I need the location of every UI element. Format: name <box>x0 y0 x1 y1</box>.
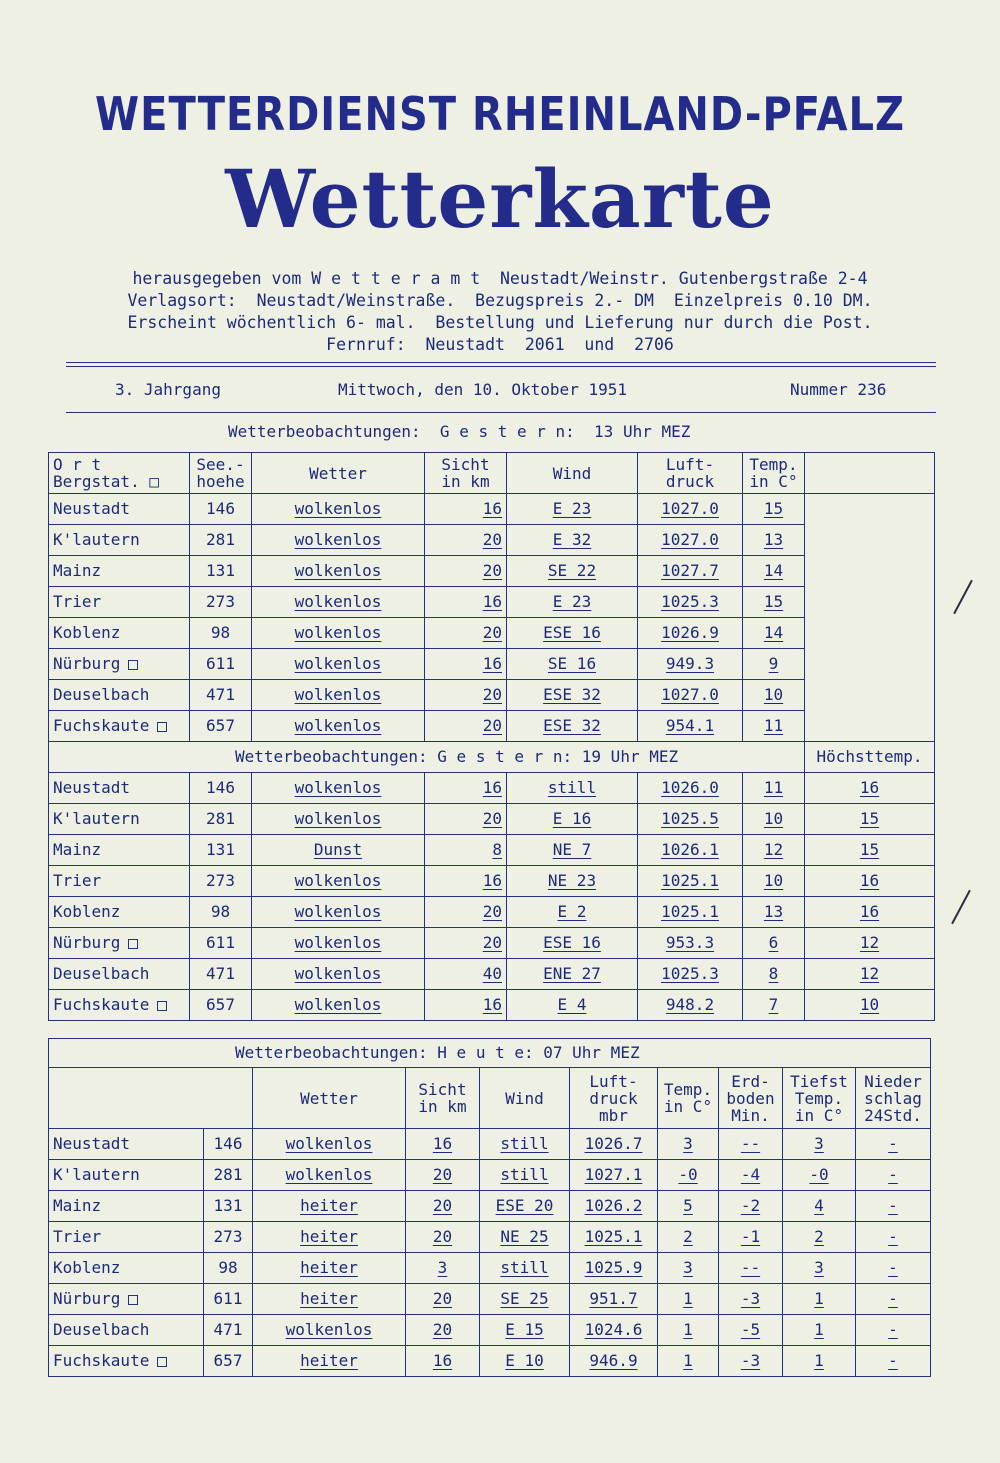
pressure: 1024.6 <box>570 1315 658 1346</box>
pressure: 1025.9 <box>570 1253 658 1284</box>
column-header: Wind <box>507 453 638 494</box>
pressure: 1026.1 <box>638 835 743 866</box>
station-name: K'lautern <box>49 525 190 556</box>
pressure: 1025.1 <box>570 1222 658 1253</box>
max-temperature: 15 <box>805 804 935 835</box>
empty-cell <box>805 494 935 742</box>
wind: ESE 32 <box>507 711 638 742</box>
section-title-row <box>49 1039 931 1068</box>
station-altitude: 657 <box>190 711 252 742</box>
wind: ESE 16 <box>507 618 638 649</box>
wind: E 23 <box>507 587 638 618</box>
station-altitude: 273 <box>204 1222 253 1253</box>
weather: wolkenlos <box>252 556 425 587</box>
weather: wolkenlos <box>252 804 425 835</box>
table-row <box>49 1191 931 1222</box>
precipitation: - <box>856 1160 931 1191</box>
wind: E 16 <box>507 804 638 835</box>
pressure: 1027.0 <box>638 494 743 525</box>
wind: ENE 27 <box>507 959 638 990</box>
mountain-station-icon <box>157 722 167 732</box>
weather: wolkenlos <box>252 680 425 711</box>
weather: heiter <box>253 1191 406 1222</box>
max-temperature: 16 <box>805 866 935 897</box>
table-row <box>49 1284 931 1315</box>
station-name: Deuselbach <box>49 1315 204 1346</box>
visibility: 20 <box>406 1315 480 1346</box>
info-line: Fernruf: Neustadt 2061 und 2706 <box>326 335 674 354</box>
table-row <box>49 1315 931 1346</box>
weather: wolkenlos <box>253 1315 406 1346</box>
station-name: Fuchskaute <box>49 1346 204 1377</box>
visibility: 20 <box>425 711 507 742</box>
lowest-temperature: 1 <box>783 1284 856 1315</box>
pressure: 1025.5 <box>638 804 743 835</box>
weather: wolkenlos <box>252 897 425 928</box>
temperature: 15 <box>743 587 805 618</box>
pressure: 1025.3 <box>638 959 743 990</box>
column-header <box>49 1068 253 1129</box>
pressure: 946.9 <box>570 1346 658 1377</box>
station-altitude: 281 <box>204 1160 253 1191</box>
ground-min: -4 <box>719 1160 783 1191</box>
precipitation: - <box>856 1315 931 1346</box>
temperature: 10 <box>743 866 805 897</box>
wind: still <box>480 1129 570 1160</box>
station-altitude: 131 <box>190 556 252 587</box>
mountain-station-icon <box>128 1295 138 1305</box>
temperature: 2 <box>658 1222 719 1253</box>
station-altitude: 657 <box>190 990 252 1021</box>
station-altitude: 98 <box>190 618 252 649</box>
divider <box>66 362 936 363</box>
pressure: 1026.0 <box>638 773 743 804</box>
info-line: Verlagsort: Neustadt/Weinstraße. Bezugspreis 2.- DM Einzelpreis 0.10 DM. <box>127 291 873 310</box>
weather: heiter <box>253 1284 406 1315</box>
station-name: Trier <box>49 1222 204 1253</box>
temperature: 10 <box>743 804 805 835</box>
weather: heiter <box>253 1346 406 1377</box>
wind: still <box>480 1253 570 1284</box>
station-name: Fuchskaute <box>49 990 190 1021</box>
station-name: K'lautern <box>49 804 190 835</box>
ground-min: -3 <box>719 1284 783 1315</box>
column-header: Temp. in C° <box>658 1068 719 1129</box>
wind: E 32 <box>507 525 638 556</box>
table-row <box>49 835 935 866</box>
visibility: 16 <box>406 1346 480 1377</box>
info-line: herausgegeben vom W e t t e r a m t Neustadt/Weinstr. Gutenbergstraße 2-4 <box>132 269 868 288</box>
weather: wolkenlos <box>252 928 425 959</box>
ground-min: -- <box>719 1129 783 1160</box>
lowest-temperature: 4 <box>783 1191 856 1222</box>
visibility: 20 <box>425 804 507 835</box>
table-row <box>49 1346 931 1377</box>
table-header-row <box>49 1068 931 1129</box>
weather: Dunst <box>252 835 425 866</box>
visibility: 20 <box>406 1222 480 1253</box>
visibility: 8 <box>425 835 507 866</box>
visibility: 3 <box>406 1253 480 1284</box>
divider <box>66 366 936 367</box>
temperature: 12 <box>743 835 805 866</box>
temperature: 1 <box>658 1284 719 1315</box>
observation-table-yesterday <box>48 452 935 1021</box>
ground-min: -- <box>719 1253 783 1284</box>
station-name: K'lautern <box>49 1160 204 1191</box>
ground-min: -1 <box>719 1222 783 1253</box>
volume: 3. Jahrgang <box>115 380 221 399</box>
wind: E 4 <box>507 990 638 1021</box>
table-row <box>49 959 935 990</box>
weather: wolkenlos <box>252 587 425 618</box>
lowest-temperature: 3 <box>783 1253 856 1284</box>
temperature: 3 <box>658 1253 719 1284</box>
weather: heiter <box>253 1222 406 1253</box>
weather: wolkenlos <box>253 1160 406 1191</box>
lowest-temperature: 2 <box>783 1222 856 1253</box>
column-header: Luft- druck <box>638 453 743 494</box>
visibility: 20 <box>425 897 507 928</box>
max-temperature: 12 <box>805 928 935 959</box>
temperature: 15 <box>743 494 805 525</box>
visibility: 20 <box>425 928 507 959</box>
station-altitude: 146 <box>190 773 252 804</box>
column-header: Tiefst Temp. in C° <box>783 1068 856 1129</box>
column-header: Sicht in km <box>425 453 507 494</box>
temperature: 13 <box>743 525 805 556</box>
lowest-temperature: 3 <box>783 1129 856 1160</box>
station-name: Mainz <box>49 835 190 866</box>
column-header: Wetter <box>252 453 425 494</box>
table-row <box>49 556 935 587</box>
visibility: 20 <box>425 556 507 587</box>
station-altitude: 273 <box>190 866 252 897</box>
pressure: 1025.3 <box>638 587 743 618</box>
station-altitude: 146 <box>190 494 252 525</box>
pressure: 1026.7 <box>570 1129 658 1160</box>
station-name: Neustadt <box>49 494 190 525</box>
station-altitude: 611 <box>204 1284 253 1315</box>
section-title-row <box>49 742 935 773</box>
wind: E 15 <box>480 1315 570 1346</box>
station-name: Deuselbach <box>49 959 190 990</box>
weather: wolkenlos <box>252 711 425 742</box>
pressure: 1026.9 <box>638 618 743 649</box>
visibility: 16 <box>425 990 507 1021</box>
station-altitude: 611 <box>190 649 252 680</box>
visibility: 16 <box>425 866 507 897</box>
station-name: Neustadt <box>49 1129 204 1160</box>
ground-min: -5 <box>719 1315 783 1346</box>
pencil-mark <box>953 580 973 614</box>
info-line: Erscheint wöchentlich 6- mal. Bestellung und Lieferung nur durch die Post. <box>127 313 873 332</box>
visibility: 16 <box>425 649 507 680</box>
section3-title: Wetterbeobachtungen: H e u t e: 07 Uhr MEZ <box>49 1039 931 1068</box>
max-temp-header: Höchsttemp. <box>805 742 935 773</box>
table-row <box>49 990 935 1021</box>
temperature: 6 <box>743 928 805 959</box>
temperature: 7 <box>743 990 805 1021</box>
station-altitude: 611 <box>190 928 252 959</box>
station-name: Trier <box>49 587 190 618</box>
max-temperature: 10 <box>805 990 935 1021</box>
wind: ESE 32 <box>507 680 638 711</box>
publisher-info <box>80 268 920 356</box>
weather: wolkenlos <box>252 618 425 649</box>
weather: heiter <box>253 1253 406 1284</box>
visibility: 20 <box>406 1191 480 1222</box>
station-altitude: 273 <box>190 587 252 618</box>
page-title: Wetterkarte <box>225 152 775 246</box>
wind: ESE 20 <box>480 1191 570 1222</box>
visibility: 20 <box>406 1160 480 1191</box>
pressure: 1025.1 <box>638 897 743 928</box>
temperature: 5 <box>658 1191 719 1222</box>
pressure: 949.3 <box>638 649 743 680</box>
pressure: 1027.7 <box>638 556 743 587</box>
station-name: Koblenz <box>49 897 190 928</box>
pressure: 953.3 <box>638 928 743 959</box>
station-altitude: 471 <box>190 959 252 990</box>
station-name: Koblenz <box>49 1253 204 1284</box>
station-altitude: 131 <box>204 1191 253 1222</box>
column-header <box>805 453 935 494</box>
station-name: Nürburg <box>49 649 190 680</box>
station-altitude: 657 <box>204 1346 253 1377</box>
column-header: Temp. in C° <box>743 453 805 494</box>
weather: wolkenlos <box>252 866 425 897</box>
column-header: See.- hoehe <box>190 453 252 494</box>
temperature: 11 <box>743 773 805 804</box>
table-row <box>49 618 935 649</box>
visibility: 20 <box>425 618 507 649</box>
station-altitude: 98 <box>190 897 252 928</box>
precipitation: - <box>856 1222 931 1253</box>
table-row <box>49 897 935 928</box>
max-temperature: 12 <box>805 959 935 990</box>
table-row <box>49 680 935 711</box>
table-row <box>49 525 935 556</box>
weather: wolkenlos <box>252 773 425 804</box>
station-name: Deuselbach <box>49 680 190 711</box>
visibility: 16 <box>425 773 507 804</box>
mountain-station-icon <box>157 1001 167 1011</box>
temperature: 13 <box>743 897 805 928</box>
station-altitude: 98 <box>204 1253 253 1284</box>
pencil-mark <box>951 890 971 924</box>
precipitation: - <box>856 1191 931 1222</box>
visibility: 16 <box>425 587 507 618</box>
section2-title: Wetterbeobachtungen: G e s t e r n: 19 Uhr MEZ <box>49 742 805 773</box>
pressure: 1026.2 <box>570 1191 658 1222</box>
visibility: 20 <box>425 680 507 711</box>
wind: SE 16 <box>507 649 638 680</box>
temperature: 9 <box>743 649 805 680</box>
visibility: 16 <box>406 1129 480 1160</box>
temperature: -0 <box>658 1160 719 1191</box>
precipitation: - <box>856 1346 931 1377</box>
pressure: 951.7 <box>570 1284 658 1315</box>
weather: wolkenlos <box>252 525 425 556</box>
station-altitude: 281 <box>190 804 252 835</box>
temperature: 3 <box>658 1129 719 1160</box>
pressure: 1027.1 <box>570 1160 658 1191</box>
wind: ESE 16 <box>507 928 638 959</box>
table-row <box>49 1129 931 1160</box>
station-name: Neustadt <box>49 773 190 804</box>
column-header: Luft- druck mbr <box>570 1068 658 1129</box>
station-name: Nürburg <box>49 1284 204 1315</box>
ground-min: -3 <box>719 1346 783 1377</box>
lowest-temperature: -0 <box>783 1160 856 1191</box>
station-name: Koblenz <box>49 618 190 649</box>
wind: E 10 <box>480 1346 570 1377</box>
visibility: 20 <box>425 525 507 556</box>
station-name: Mainz <box>49 556 190 587</box>
visibility: 16 <box>425 494 507 525</box>
station-name: Fuchskaute <box>49 711 190 742</box>
table-row <box>49 1222 931 1253</box>
temperature: 1 <box>658 1315 719 1346</box>
temperature: 14 <box>743 556 805 587</box>
temperature: 1 <box>658 1346 719 1377</box>
wind: still <box>480 1160 570 1191</box>
issue-date: Mittwoch, den 10. Oktober 1951 <box>338 380 627 399</box>
pressure: 1027.0 <box>638 525 743 556</box>
pressure: 1027.0 <box>638 680 743 711</box>
wind: SE 25 <box>480 1284 570 1315</box>
visibility: 20 <box>406 1284 480 1315</box>
table-row <box>49 649 935 680</box>
wind: NE 7 <box>507 835 638 866</box>
section1-title: Wetterbeobachtungen: G e s t e r n: 13 Uhr MEZ <box>228 422 691 441</box>
wind: SE 22 <box>507 556 638 587</box>
wind: NE 25 <box>480 1222 570 1253</box>
temperature: 11 <box>743 711 805 742</box>
pressure: 948.2 <box>638 990 743 1021</box>
station-altitude: 131 <box>190 835 252 866</box>
table-row <box>49 773 935 804</box>
temperature: 10 <box>743 680 805 711</box>
station-altitude: 146 <box>204 1129 253 1160</box>
station-altitude: 471 <box>190 680 252 711</box>
column-header: Wetter <box>253 1068 406 1129</box>
table-row <box>49 494 935 525</box>
column-header: Nieder schlag 24Std. <box>856 1068 931 1129</box>
pressure: 954.1 <box>638 711 743 742</box>
max-temperature: 16 <box>805 897 935 928</box>
lowest-temperature: 1 <box>783 1315 856 1346</box>
wind: E 2 <box>507 897 638 928</box>
table-row <box>49 711 935 742</box>
weather: wolkenlos <box>252 649 425 680</box>
station-name: Trier <box>49 866 190 897</box>
lowest-temperature: 1 <box>783 1346 856 1377</box>
column-header: Sicht in km <box>406 1068 480 1129</box>
table-row <box>49 1160 931 1191</box>
mountain-station-icon <box>157 1357 167 1367</box>
max-temperature: 15 <box>805 835 935 866</box>
weather: wolkenlos <box>252 959 425 990</box>
table-row <box>49 587 935 618</box>
divider <box>66 412 936 413</box>
visibility: 40 <box>425 959 507 990</box>
issue-number: Nummer 236 <box>790 380 887 399</box>
weather: wolkenlos <box>252 494 425 525</box>
max-temperature: 16 <box>805 773 935 804</box>
table-row <box>49 804 935 835</box>
column-header: O r t Bergstat. □ <box>49 453 190 494</box>
table-row <box>49 928 935 959</box>
wind: still <box>507 773 638 804</box>
table-header-row <box>49 453 935 494</box>
table-row <box>49 1253 931 1284</box>
temperature: 14 <box>743 618 805 649</box>
wind: NE 23 <box>507 866 638 897</box>
ground-min: -2 <box>719 1191 783 1222</box>
weather: wolkenlos <box>252 990 425 1021</box>
precipitation: - <box>856 1284 931 1315</box>
agency-title: WETTERDIENST RHEINLAND-PFALZ <box>95 88 905 142</box>
mountain-station-icon <box>128 939 138 949</box>
column-header: Wind <box>480 1068 570 1129</box>
observation-table-today <box>48 1038 931 1377</box>
column-header: Erd- boden Min. <box>719 1068 783 1129</box>
mountain-station-icon <box>128 660 138 670</box>
station-altitude: 281 <box>190 525 252 556</box>
precipitation: - <box>856 1253 931 1284</box>
wind: E 23 <box>507 494 638 525</box>
precipitation: - <box>856 1129 931 1160</box>
table-row <box>49 866 935 897</box>
temperature: 8 <box>743 959 805 990</box>
weather: wolkenlos <box>253 1129 406 1160</box>
pressure: 1025.1 <box>638 866 743 897</box>
station-name: Nürburg <box>49 928 190 959</box>
station-name: Mainz <box>49 1191 204 1222</box>
station-altitude: 471 <box>204 1315 253 1346</box>
